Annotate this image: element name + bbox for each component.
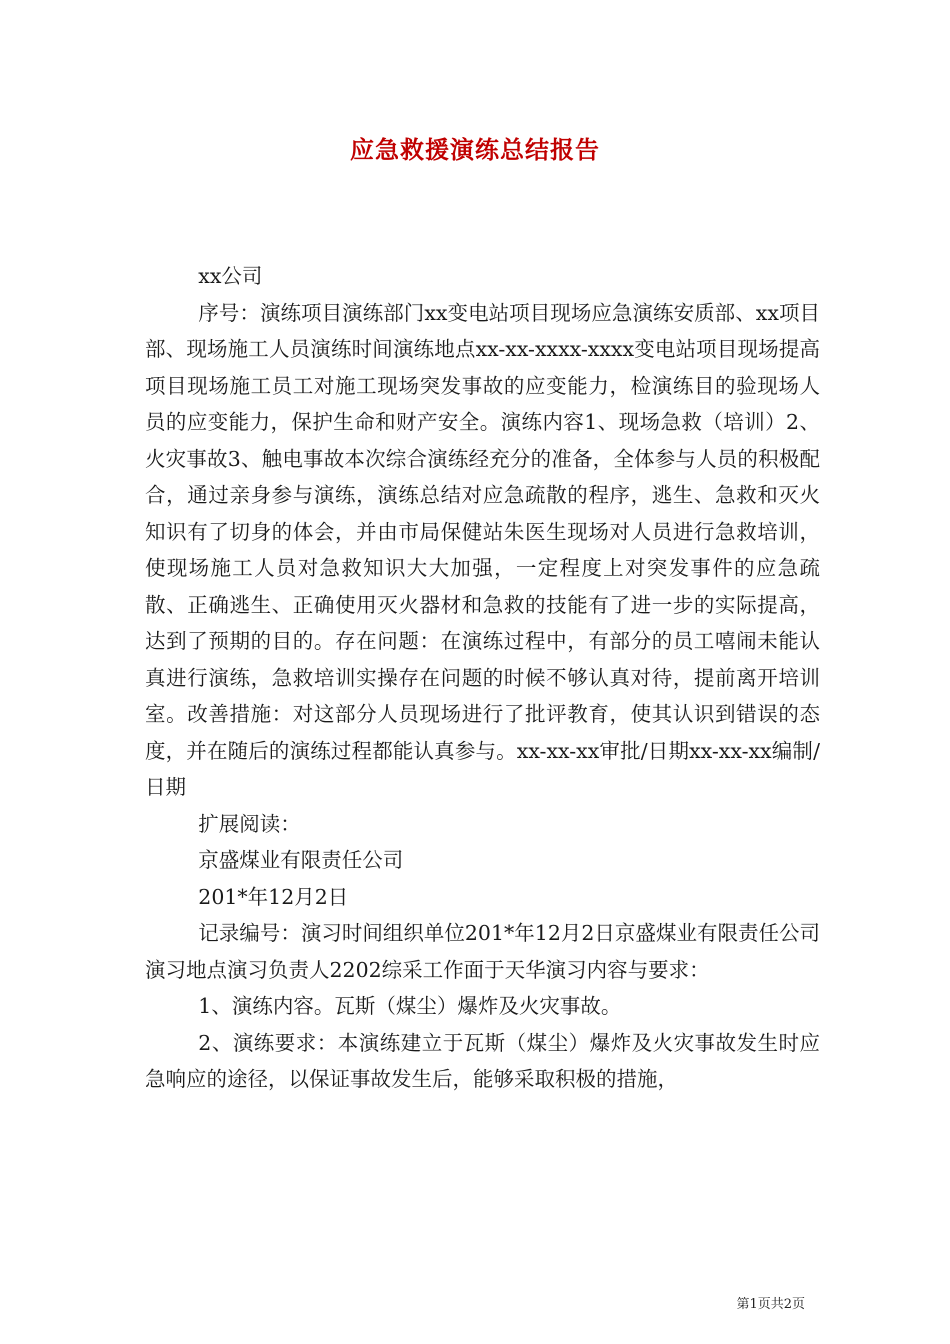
paragraph-company-name: 京盛煤业有限责任公司 <box>198 848 404 872</box>
paragraph-record: 记录编号：演习时间组织单位201*年12月2日京盛煤业有限责任公司演习地点演习负责人2202综采工作面于天华演习内容与要求： <box>145 921 820 982</box>
paragraph-date: 201*年12月2日 <box>198 884 349 909</box>
paragraph-company: xx公司 <box>198 264 263 288</box>
paragraph-report-main: 序号：演练项目演练部门xx变电站项目现场应急演练安质部、xx项目部、现场施工人员演练时间演练地点xx-xx-xxxx-xxxx变电站项目现场提高项目现场施工员工对施工现场突发事故的应变能力，检演练目的验现场人员的应变能力，保护生命和财产安全。演练内容1、现场急救（培训）2、火灾事故3、触电事故本次综合演练经充分的准备，全体参与人员的积极配合，通过亲身参与演练，演练总结对应急疏散的程序，逃生、急救和灭火知识有了切身的体会，并由市局保健站朱医生现场对人员进行急救培训，使现场施工人员对急救知识大大加强，一定程度上对突发事件的应急疏散、正确逃生、正确使用灭火器材和急救的技能有了进一步的实际提高，达到了预期的目的。存在问题：在演练过程中，有部分的员工嘻闹未能认真进行演练，急救培训实操存在问题的时候不够认真对待，提前离开培训室。改善措施：对这部分人员现场进行了批评教育，使其认识到错误的态度，并在随后的演练过程都能认真参与。xx-xx-xx审批/日期xx-xx-xx编制/日期 <box>145 300 820 799</box>
paragraph-drill-content: 1、演练内容。瓦斯（煤尘）爆炸及火灾事故。 <box>198 994 622 1018</box>
document-title: 应急救援演练总结报告 <box>350 135 600 164</box>
document-body <box>145 258 820 1098</box>
paragraph-drill-requirements: 2、演练要求：本演练建立于瓦斯（煤尘）爆炸及火灾事故发生时应急响应的途径，以保证事故发生后，能够采取积极的措施， <box>145 1030 820 1091</box>
paragraph-extended-reading: 扩展阅读： <box>198 811 301 836</box>
page-number: 第1页共2页 <box>736 1297 805 1312</box>
